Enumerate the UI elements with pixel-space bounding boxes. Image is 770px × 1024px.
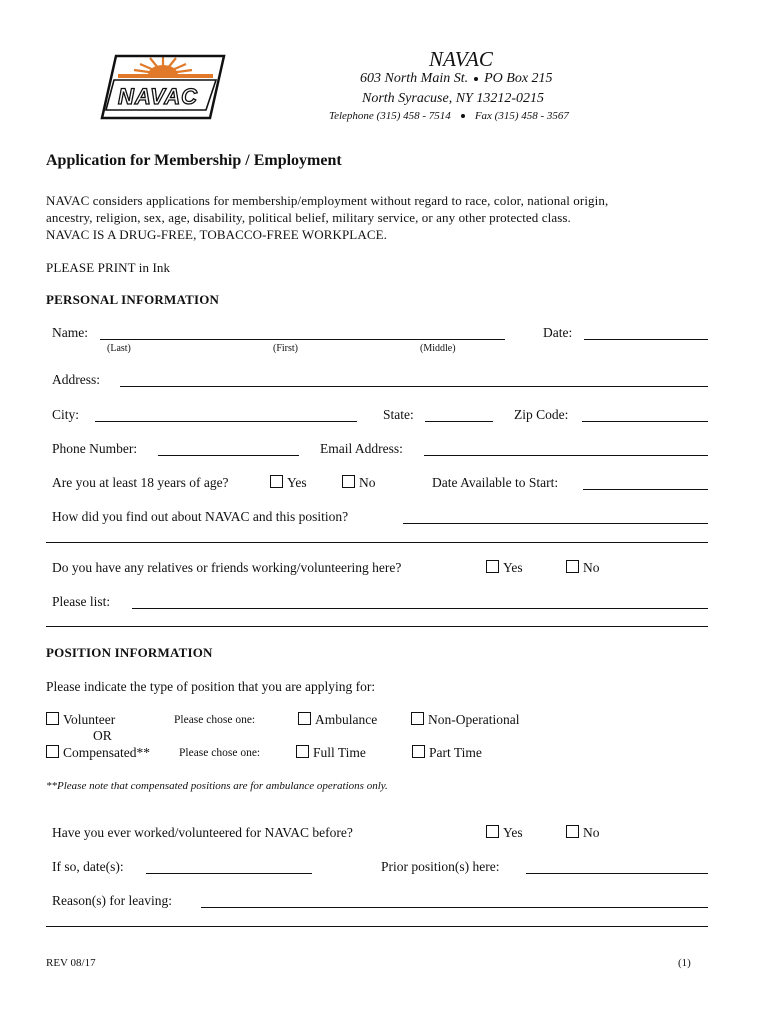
worked-yes-label: Yes	[503, 825, 523, 840]
state-label: State:	[383, 407, 414, 422]
ambulance-label: Ambulance	[315, 712, 378, 727]
address-line-1	[360, 71, 553, 87]
find-out-field[interactable]	[403, 523, 708, 524]
please-list-label: Please list:	[52, 594, 111, 609]
phone-label: Phone Number:	[52, 441, 138, 456]
position-prompt: Please indicate the type of position that you are applying for:	[46, 679, 376, 694]
date-available-field[interactable]	[583, 489, 708, 490]
worked-yes-checkbox[interactable]	[486, 825, 499, 838]
age-yes-option[interactable]	[270, 475, 307, 491]
prior-position-field[interactable]	[526, 873, 708, 874]
bullet-icon	[474, 77, 478, 81]
zip-label: Zip Code:	[514, 407, 569, 422]
age-no-label: No	[359, 475, 376, 490]
date-label: Date:	[543, 325, 573, 340]
zip-field[interactable]	[582, 421, 708, 422]
bullet-icon	[461, 114, 465, 118]
divider	[46, 542, 708, 543]
logo-text: NAVAC	[118, 84, 198, 109]
date-field[interactable]	[584, 339, 708, 340]
personal-info-heading: PERSONAL INFORMATION	[46, 292, 220, 307]
ambulance-checkbox[interactable]	[298, 712, 311, 725]
age-question: Are you at least 18 years of age?	[52, 475, 229, 490]
compensated-note: **Please note that compensated positions are for ambulance operations only.	[46, 780, 388, 792]
city-field[interactable]	[95, 421, 357, 422]
part-time-label: Part Time	[429, 745, 482, 760]
relatives-no-option[interactable]	[566, 560, 600, 576]
state-field[interactable]	[425, 421, 493, 422]
relatives-question: Do you have any relatives or friends working/volunteering here?	[52, 560, 402, 575]
part-time-checkbox[interactable]	[412, 745, 425, 758]
print-note: PLEASE PRINT in Ink	[46, 260, 171, 275]
worked-yes-option[interactable]	[486, 825, 523, 841]
form-title: Application for Membership / Employment	[46, 152, 342, 169]
navac-logo	[98, 48, 228, 124]
dates-field[interactable]	[146, 873, 312, 874]
relatives-yes-label: Yes	[503, 560, 523, 575]
name-label: Name:	[52, 325, 88, 340]
name-last-caption: (Last)	[107, 343, 131, 354]
revision-label: REV 08/17	[46, 957, 96, 969]
prior-position-label: Prior position(s) here:	[381, 859, 500, 874]
page-number: (1)	[678, 957, 691, 969]
address-field[interactable]	[120, 386, 708, 387]
relatives-no-label: No	[583, 560, 600, 575]
dates-label: If so, date(s):	[52, 859, 124, 874]
email-label: Email Address:	[320, 441, 403, 456]
volunteer-checkbox[interactable]	[46, 712, 59, 725]
volunteer-label: Volunteer	[63, 712, 116, 727]
phone-field[interactable]	[158, 455, 299, 456]
address-line-2: North Syracuse, NY 13212-0215	[362, 91, 544, 106]
name-first-caption: (First)	[273, 343, 298, 354]
relatives-yes-option[interactable]	[486, 560, 523, 576]
or-label: OR	[93, 728, 112, 743]
fax: Fax (315) 458 - 3567	[474, 110, 569, 122]
worked-no-option[interactable]	[566, 825, 600, 841]
divider	[46, 926, 708, 927]
worked-no-label: No	[583, 825, 600, 840]
name-middle-caption: (Middle)	[420, 343, 456, 354]
name-field[interactable]	[100, 339, 505, 340]
contact-line	[329, 110, 569, 122]
please-list-field[interactable]	[132, 608, 708, 609]
relatives-yes-checkbox[interactable]	[486, 560, 499, 573]
org-name: NAVAC	[429, 47, 493, 71]
part-time-option[interactable]	[412, 745, 482, 761]
date-available-label: Date Available to Start:	[432, 475, 559, 490]
reason-label: Reason(s) for leaving:	[52, 893, 172, 908]
find-out-label: How did you find out about NAVAC and this position?	[52, 509, 349, 524]
age-no-option[interactable]	[342, 475, 376, 491]
reason-field[interactable]	[201, 907, 708, 908]
email-field[interactable]	[424, 455, 708, 456]
full-time-checkbox[interactable]	[296, 745, 309, 758]
ambulance-option[interactable]	[298, 712, 377, 728]
worked-no-checkbox[interactable]	[566, 825, 579, 838]
compensated-label: Compensated**	[63, 745, 150, 760]
city-label: City:	[52, 407, 80, 422]
full-time-label: Full Time	[313, 745, 366, 760]
position-info-heading: POSITION INFORMATION	[46, 645, 213, 660]
intro-line-2: ancestry, religion, sex, age, disability, political belief, military service, or any other protected class.	[46, 210, 571, 225]
address-label: Address:	[52, 372, 100, 387]
full-time-option[interactable]	[296, 745, 366, 761]
compensated-choose-one: Please chose one:	[179, 747, 261, 759]
telephone: Telephone (315) 458 - 7514	[329, 110, 451, 122]
volunteer-option[interactable]	[46, 712, 115, 728]
compensated-option[interactable]	[46, 745, 150, 761]
non-operational-option[interactable]	[411, 712, 519, 728]
worked-before-question: Have you ever worked/volunteered for NAVAC before?	[52, 825, 353, 840]
non-operational-label: Non-Operational	[428, 712, 520, 727]
compensated-checkbox[interactable]	[46, 745, 59, 758]
non-operational-checkbox[interactable]	[411, 712, 424, 725]
po-box: PO Box 215	[484, 71, 553, 86]
age-no-checkbox[interactable]	[342, 475, 355, 488]
relatives-no-checkbox[interactable]	[566, 560, 579, 573]
street-address: 603 North Main St.	[360, 71, 469, 86]
age-yes-label: Yes	[287, 475, 307, 490]
age-yes-checkbox[interactable]	[270, 475, 283, 488]
divider	[46, 626, 708, 627]
volunteer-choose-one: Please chose one:	[174, 714, 256, 726]
intro-line-1: NAVAC considers applications for membership/employment without regard to race, color, national origin,	[46, 193, 609, 208]
intro-line-3: NAVAC IS A DRUG-FREE, TOBACCO-FREE WORKPLACE.	[46, 227, 387, 242]
